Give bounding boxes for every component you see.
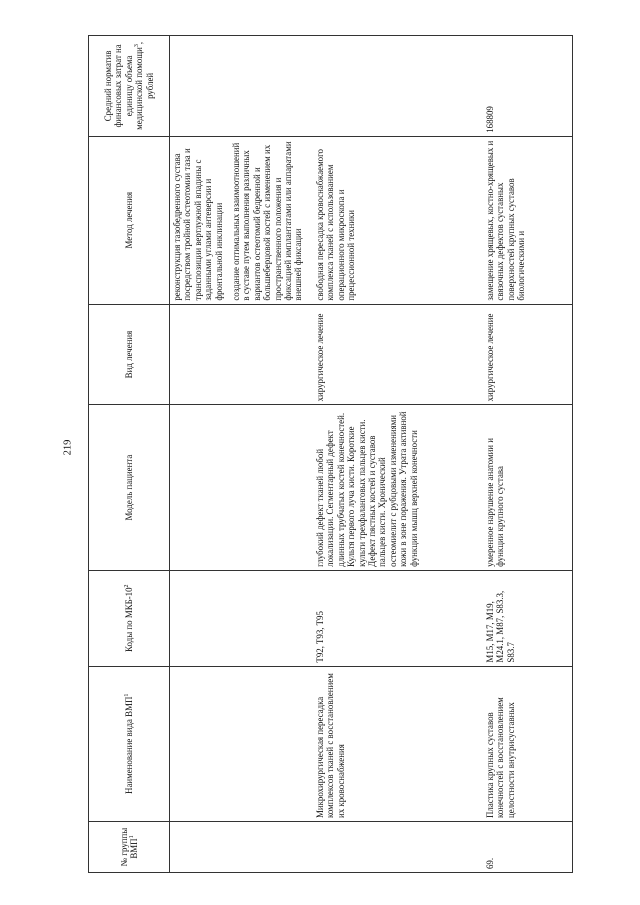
method-paragraph: создание оптимальных взаимоотношений в суставе путем выполнения различных вариантов остеотомий бедренной и большеберцовой костей с изменением их пространственного положения и фиксацией имплантатами или аппаратами внешней фиксации: [231, 141, 304, 301]
cell-average-cost: [313, 36, 483, 137]
cell-icd-codes: [170, 570, 313, 666]
header-average-cost: Средний норматив финансовых затрат на единицу объема медицинской помощи$^3$, рублей: [89, 36, 170, 137]
header-vmp-name: Наименование вида ВМП$^1$: [89, 666, 170, 821]
table-row: [483, 36, 573, 873]
cell-patient-model: глубокий дефект тканей любой локализации. Сегментарный дефект длинных трубчатых костей конечностей. Культя первого луча кисти. Короткие культи трехфаланговых пальцев кисти. Дефект пястных костей и суставов пальцев кисти. Хронический остеомиелит с рубцовыми изменениями кожи в зоне поражения. Утрата активной функции мышц верхней конечности: [313, 405, 483, 570]
method-paragraph: реконструкция тазобедренного сустава посредством тройной остеотомии таза и транспозиции вертлужной впадины с заданными углами антеверсии и фронтальной инклинации: [172, 148, 224, 301]
cell-vmp-name: [170, 666, 313, 821]
cell-group-number: 69.: [483, 822, 573, 873]
cell-vmp-name: Пластика крупных суставов конечностей с восстановлением целостности внутрисуставных: [483, 666, 573, 821]
cell-vmp-name: Микрохирургическая пересадка комплексов тканей с восстановлением их кровоснабжения: [313, 666, 483, 821]
header-patient-model: Модель пациента: [89, 405, 170, 570]
cell-icd-codes: M15, M17, M19, M24.1, M87, S83.3, S83.7: [483, 570, 573, 666]
rotated-table-container: [88, 35, 598, 873]
cell-treatment-method: [170, 136, 313, 304]
vmp-table: [88, 35, 573, 873]
table-header-row: [89, 36, 170, 873]
header-treatment-method: Метод лечения: [89, 136, 170, 304]
table-row: [170, 36, 313, 873]
cell-group-number: [313, 822, 483, 873]
cell-group-number: [170, 822, 313, 873]
cell-patient-model: умеренное нарушение анатомии и функции крупного сустава: [483, 405, 573, 570]
cell-treatment-method: [313, 136, 483, 304]
method-paragraph: свободная пересадка кровоснабжаемого комплекса тканей с использованием операционного микроскопа и прецессионной техники: [314, 149, 357, 301]
header-treatment-kind: Вид лечения: [89, 304, 170, 405]
cell-patient-model: [170, 405, 313, 570]
cell-treatment-kind: хирургическое лечение: [313, 304, 483, 405]
header-group-number: № группы ВМП$^1$: [89, 822, 170, 873]
cell-treatment-method: [483, 136, 573, 304]
method-paragraph: замещение хрящевых, костно-хрящевых и связочных дефектов суставных поверхностей крупных суставов биологическими и: [484, 140, 527, 301]
cell-average-cost: 168809: [483, 36, 573, 137]
cell-treatment-kind: хирургическое лечение: [483, 304, 573, 405]
cell-average-cost: [170, 36, 313, 137]
cell-icd-codes: T92, T93, T95: [313, 570, 483, 666]
table-row: [313, 36, 483, 873]
cell-treatment-kind: [170, 304, 313, 405]
header-icd-codes: Коды по МКБ-$10^2$: [89, 570, 170, 666]
page-number: 219: [62, 439, 74, 456]
